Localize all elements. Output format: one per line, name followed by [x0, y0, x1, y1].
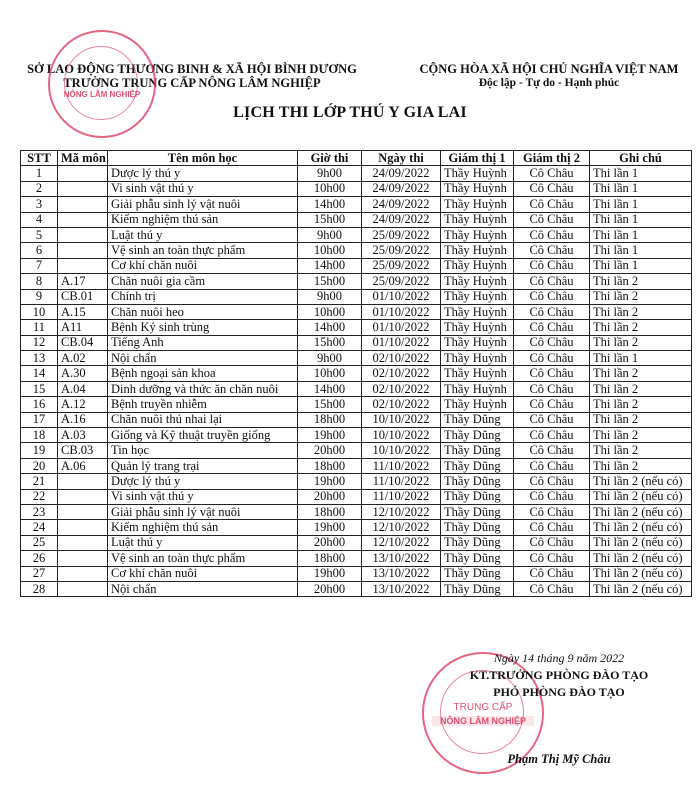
- cell-proctor2: Cô Châu: [514, 181, 590, 196]
- cell-note: Thi lần 2: [590, 274, 692, 289]
- cell-date: 01/10/2022: [362, 320, 441, 335]
- cell-date: 25/09/2022: [362, 227, 441, 242]
- cell-note: Thi lần 1: [590, 258, 692, 273]
- cell-subject: Tiếng Anh: [108, 335, 298, 350]
- cell-note: Thi lần 2: [590, 289, 692, 304]
- cell-proctor1: Thầy Dũng: [441, 520, 514, 535]
- cell-time: 9h00: [298, 289, 362, 304]
- cell-subject: Nội chẩn: [108, 351, 298, 366]
- cell-proctor2: Cô Châu: [514, 335, 590, 350]
- cell-time: 18h00: [298, 458, 362, 473]
- cell-proctor1: Thầy Dũng: [441, 443, 514, 458]
- cell-proctor1: Thầy Dũng: [441, 458, 514, 473]
- table-row: [21, 535, 692, 550]
- cell-proctor2: Cô Châu: [514, 227, 590, 242]
- cell-stt: 21: [21, 474, 58, 489]
- cell-proctor1: Thầy Huỳnh: [441, 335, 514, 350]
- cell-stt: 12: [21, 335, 58, 350]
- cell-proctor2: Cô Châu: [514, 489, 590, 504]
- cell-proctor1: Thầy Huỳnh: [441, 212, 514, 227]
- cell-subject: Vệ sinh an toàn thực phẩm: [108, 243, 298, 258]
- stamp-top-text: NÔNG LÂM NGHIỆP: [63, 90, 141, 99]
- cell-date: 24/09/2022: [362, 166, 441, 181]
- cell-note: Thi lần 2 (nếu có): [590, 504, 692, 519]
- cell-stt: 13: [21, 351, 58, 366]
- cell-stt: 18: [21, 428, 58, 443]
- table-row: [21, 366, 692, 381]
- cell-proctor1: Thầy Huỳnh: [441, 166, 514, 181]
- cell-note: Thi lần 1: [590, 197, 692, 212]
- page-title: LỊCH THI LỚP THÚ Y GIA LAI: [233, 104, 467, 121]
- cell-time: 19h00: [298, 474, 362, 489]
- cell-note: Thi lần 2: [590, 412, 692, 427]
- cell-code: [58, 258, 108, 273]
- cell-stt: 9: [21, 289, 58, 304]
- cell-code: A.04: [58, 381, 108, 396]
- cell-code: [58, 212, 108, 227]
- table-body: [21, 166, 692, 597]
- table-row: [21, 443, 692, 458]
- cell-proctor1: Thầy Huỳnh: [441, 258, 514, 273]
- cell-subject: Dược lý thú y: [108, 166, 298, 181]
- cell-date: 02/10/2022: [362, 351, 441, 366]
- table-row: [21, 551, 692, 566]
- cell-subject: Vi sinh vật thú y: [108, 489, 298, 504]
- cell-date: 01/10/2022: [362, 335, 441, 350]
- cell-date: 10/10/2022: [362, 443, 441, 458]
- cell-date: 02/10/2022: [362, 381, 441, 396]
- cell-time: 9h00: [298, 166, 362, 181]
- cell-date: 01/10/2022: [362, 304, 441, 319]
- cell-code: [58, 504, 108, 519]
- cell-subject: Nội chẩn: [108, 581, 298, 596]
- col-header-date: Ngày thi: [362, 151, 441, 166]
- table-row: [21, 335, 692, 350]
- cell-proctor1: Thầy Dũng: [441, 551, 514, 566]
- cell-proctor2: Cô Châu: [514, 535, 590, 550]
- cell-subject: Kiểm nghiệm thú sản: [108, 520, 298, 535]
- cell-time: 14h00: [298, 197, 362, 212]
- cell-date: 11/10/2022: [362, 489, 441, 504]
- cell-note: Thi lần 2 (nếu có): [590, 535, 692, 550]
- cell-note: Thi lần 2: [590, 397, 692, 412]
- table-row: [21, 581, 692, 596]
- cell-stt: 22: [21, 489, 58, 504]
- col-header-proctor1: Giám thị 1: [441, 151, 514, 166]
- cell-proctor2: Cô Châu: [514, 289, 590, 304]
- cell-code: A.03: [58, 428, 108, 443]
- cell-time: 20h00: [298, 581, 362, 596]
- cell-stt: 27: [21, 566, 58, 581]
- cell-subject: Vệ sinh an toàn thực phẩm: [108, 551, 298, 566]
- signer-name: Phạm Thị Mỹ Châu: [507, 752, 611, 766]
- cell-date: 24/09/2022: [362, 197, 441, 212]
- cell-code: A.17: [58, 274, 108, 289]
- cell-proctor2: Cô Châu: [514, 304, 590, 319]
- cell-stt: 4: [21, 212, 58, 227]
- cell-proctor2: Cô Châu: [514, 381, 590, 396]
- cell-code: A.02: [58, 351, 108, 366]
- cell-code: [58, 551, 108, 566]
- cell-stt: 17: [21, 412, 58, 427]
- table-row: [21, 227, 692, 242]
- table-row: [21, 520, 692, 535]
- cell-proctor2: Cô Châu: [514, 274, 590, 289]
- table-header-row: [21, 151, 692, 166]
- sign-position-1: KT.TRƯỞNG PHÒNG ĐÀO TẠO: [469, 668, 649, 682]
- col-header-subject: Tên môn học: [108, 151, 298, 166]
- cell-proctor2: Cô Châu: [514, 443, 590, 458]
- cell-time: 10h00: [298, 304, 362, 319]
- cell-proctor1: Thầy Dũng: [441, 581, 514, 596]
- table-row: [21, 397, 692, 412]
- cell-date: 11/10/2022: [362, 458, 441, 473]
- cell-time: 18h00: [298, 412, 362, 427]
- cell-date: 13/10/2022: [362, 551, 441, 566]
- cell-subject: Dược lý thú y: [108, 474, 298, 489]
- cell-date: 25/09/2022: [362, 274, 441, 289]
- cell-proctor2: Cô Châu: [514, 520, 590, 535]
- table-row: [21, 243, 692, 258]
- cell-date: 25/09/2022: [362, 258, 441, 273]
- col-header-code: Mã môn: [58, 151, 108, 166]
- col-header-stt: STT: [21, 151, 58, 166]
- cell-code: A.16: [58, 412, 108, 427]
- cell-proctor2: Cô Châu: [514, 212, 590, 227]
- cell-code: [58, 243, 108, 258]
- cell-time: 15h00: [298, 335, 362, 350]
- cell-proctor1: Thầy Huỳnh: [441, 381, 514, 396]
- cell-time: 15h00: [298, 212, 362, 227]
- cell-proctor2: Cô Châu: [514, 320, 590, 335]
- cell-note: Thi lần 1: [590, 181, 692, 196]
- stamp-bottom-line1: TRUNG CẤP: [453, 702, 513, 713]
- cell-proctor2: Cô Châu: [514, 351, 590, 366]
- cell-date: 12/10/2022: [362, 535, 441, 550]
- cell-time: 18h00: [298, 551, 362, 566]
- table-row: [21, 197, 692, 212]
- cell-note: Thi lần 2: [590, 366, 692, 381]
- cell-stt: 24: [21, 520, 58, 535]
- cell-note: Thi lần 2 (nếu có): [590, 520, 692, 535]
- cell-proctor2: Cô Châu: [514, 551, 590, 566]
- cell-date: 10/10/2022: [362, 412, 441, 427]
- cell-stt: 26: [21, 551, 58, 566]
- col-header-time: Giờ thi: [298, 151, 362, 166]
- school-name: TRƯỜNG TRUNG CẤP NÔNG LÂM NGHIỆP: [63, 76, 321, 90]
- cell-time: 14h00: [298, 381, 362, 396]
- cell-time: 10h00: [298, 243, 362, 258]
- cell-proctor1: Thầy Huỳnh: [441, 366, 514, 381]
- cell-code: CB.03: [58, 443, 108, 458]
- cell-code: A.06: [58, 458, 108, 473]
- cell-proctor1: Thầy Huỳnh: [441, 227, 514, 242]
- cell-subject: Cơ khí chăn nuôi: [108, 566, 298, 581]
- table-row: [21, 320, 692, 335]
- cell-time: 15h00: [298, 397, 362, 412]
- cell-code: [58, 197, 108, 212]
- table-row: [21, 258, 692, 273]
- cell-date: 02/10/2022: [362, 366, 441, 381]
- cell-stt: 10: [21, 304, 58, 319]
- cell-proctor2: Cô Châu: [514, 397, 590, 412]
- cell-proctor2: Cô Châu: [514, 258, 590, 273]
- cell-stt: 28: [21, 581, 58, 596]
- cell-proctor2: Cô Châu: [514, 474, 590, 489]
- department-name: SỞ LAO ĐỘNG THƯƠNG BINH & XÃ HỘI BÌNH DƯƠNG: [27, 62, 357, 76]
- cell-proctor2: Cô Châu: [514, 504, 590, 519]
- table-row: [21, 274, 692, 289]
- signature-block: [425, 650, 693, 768]
- cell-date: 02/10/2022: [362, 397, 441, 412]
- table-row: [21, 428, 692, 443]
- cell-code: [58, 535, 108, 550]
- cell-proctor1: Thầy Dũng: [441, 535, 514, 550]
- cell-proctor1: Thầy Huỳnh: [441, 243, 514, 258]
- cell-subject: Chăn nuôi heo: [108, 304, 298, 319]
- cell-subject: Kiểm nghiệm thú sản: [108, 212, 298, 227]
- table-row: [21, 458, 692, 473]
- cell-subject: Chính trị: [108, 289, 298, 304]
- cell-code: A.12: [58, 397, 108, 412]
- col-header-note: Ghi chú: [590, 151, 692, 166]
- cell-code: A.15: [58, 304, 108, 319]
- cell-date: 01/10/2022: [362, 289, 441, 304]
- cell-proctor1: Thầy Huỳnh: [441, 289, 514, 304]
- cell-note: Thi lần 1: [590, 351, 692, 366]
- cell-proctor1: Thầy Huỳnh: [441, 320, 514, 335]
- cell-time: 19h00: [298, 566, 362, 581]
- cell-code: A.30: [58, 366, 108, 381]
- cell-stt: 2: [21, 181, 58, 196]
- country-name: CỘNG HÒA XÃ HỘI CHỦ NGHĨA VIỆT NAM: [419, 62, 679, 76]
- cell-note: Thi lần 2: [590, 428, 692, 443]
- cell-time: 10h00: [298, 366, 362, 381]
- cell-stt: 11: [21, 320, 58, 335]
- cell-note: Thi lần 2 (nếu có): [590, 551, 692, 566]
- cell-proctor1: Thầy Huỳnh: [441, 197, 514, 212]
- cell-note: Thi lần 2 (nếu có): [590, 474, 692, 489]
- table-row: [21, 304, 692, 319]
- cell-subject: Dinh dưỡng và thức ăn chăn nuôi: [108, 381, 298, 396]
- cell-note: Thi lần 2: [590, 304, 692, 319]
- cell-proctor1: Thầy Huỳnh: [441, 274, 514, 289]
- cell-code: [58, 474, 108, 489]
- cell-time: 20h00: [298, 443, 362, 458]
- cell-proctor1: Thầy Dũng: [441, 474, 514, 489]
- cell-stt: 16: [21, 397, 58, 412]
- cell-subject: Quản lý trang trại: [108, 458, 298, 473]
- cell-date: 13/10/2022: [362, 581, 441, 596]
- cell-code: A11: [58, 320, 108, 335]
- cell-subject: Giống và Kỹ thuật truyền giống: [108, 428, 298, 443]
- cell-proctor2: Cô Châu: [514, 412, 590, 427]
- cell-stt: 7: [21, 258, 58, 273]
- cell-proctor1: Thầy Huỳnh: [441, 397, 514, 412]
- cell-proctor2: Cô Châu: [514, 566, 590, 581]
- cell-code: [58, 181, 108, 196]
- cell-note: Thi lần 2 (nếu có): [590, 566, 692, 581]
- national-motto: Độc lập - Tự do - Hạnh phúc: [478, 77, 620, 89]
- table-row: [21, 166, 692, 181]
- cell-subject: Giải phẫu sinh lý vật nuôi: [108, 197, 298, 212]
- cell-proctor1: Thầy Huỳnh: [441, 351, 514, 366]
- cell-time: 10h00: [298, 181, 362, 196]
- cell-proctor2: Cô Châu: [514, 581, 590, 596]
- cell-time: 19h00: [298, 428, 362, 443]
- cell-proctor2: Cô Châu: [514, 428, 590, 443]
- table-row: [21, 566, 692, 581]
- cell-code: CB.04: [58, 335, 108, 350]
- cell-proctor1: Thầy Dũng: [441, 412, 514, 427]
- cell-proctor1: Thầy Huỳnh: [441, 181, 514, 196]
- cell-proctor2: Cô Châu: [514, 366, 590, 381]
- cell-note: Thi lần 1: [590, 227, 692, 242]
- table-row: [21, 412, 692, 427]
- cell-proctor1: Thầy Huỳnh: [441, 304, 514, 319]
- cell-subject: Cơ khí chăn nuôi: [108, 258, 298, 273]
- cell-stt: 15: [21, 381, 58, 396]
- exam-schedule-table: [20, 150, 692, 597]
- cell-stt: 1: [21, 166, 58, 181]
- cell-stt: 8: [21, 274, 58, 289]
- cell-subject: Vi sinh vật thú y: [108, 181, 298, 196]
- cell-proctor1: Thầy Dũng: [441, 566, 514, 581]
- cell-note: Thi lần 2 (nếu có): [590, 581, 692, 596]
- cell-subject: Chăn nuôi thú nhai lại: [108, 412, 298, 427]
- cell-stt: 3: [21, 197, 58, 212]
- cell-date: 24/09/2022: [362, 212, 441, 227]
- table-row: [21, 351, 692, 366]
- cell-note: Thi lần 1: [590, 166, 692, 181]
- cell-proctor2: Cô Châu: [514, 458, 590, 473]
- cell-time: 9h00: [298, 227, 362, 242]
- cell-proctor1: Thầy Dũng: [441, 489, 514, 504]
- table-row: [21, 381, 692, 396]
- cell-note: Thi lần 2: [590, 320, 692, 335]
- sign-position-2: PHÓ PHÒNG ĐÀO TẠO: [493, 685, 625, 699]
- col-header-proctor2: Giám thị 2: [514, 151, 590, 166]
- cell-time: 14h00: [298, 320, 362, 335]
- cell-proctor1: Thầy Dũng: [441, 428, 514, 443]
- cell-proctor2: Cô Châu: [514, 243, 590, 258]
- stamp-bottom-line2: NÔNG LÂM NGHIỆP: [432, 716, 534, 726]
- cell-time: 9h00: [298, 351, 362, 366]
- cell-time: 19h00: [298, 520, 362, 535]
- cell-proctor1: Thầy Dũng: [441, 504, 514, 519]
- cell-proctor2: Cô Châu: [514, 197, 590, 212]
- cell-code: [58, 166, 108, 181]
- cell-stt: 20: [21, 458, 58, 473]
- cell-proctor2: Cô Châu: [514, 166, 590, 181]
- header-right: [408, 62, 690, 90]
- cell-note: Thi lần 1: [590, 243, 692, 258]
- cell-time: 15h00: [298, 274, 362, 289]
- cell-time: 20h00: [298, 489, 362, 504]
- cell-date: 24/09/2022: [362, 181, 441, 196]
- cell-subject: Luật thú y: [108, 227, 298, 242]
- cell-code: [58, 566, 108, 581]
- cell-stt: 25: [21, 535, 58, 550]
- cell-date: 12/10/2022: [362, 520, 441, 535]
- cell-subject: Chăn nuôi gia cầm: [108, 274, 298, 289]
- cell-note: Thi lần 2: [590, 381, 692, 396]
- cell-date: 12/10/2022: [362, 504, 441, 519]
- cell-date: 10/10/2022: [362, 428, 441, 443]
- cell-subject: Bệnh truyền nhiễm: [108, 397, 298, 412]
- cell-subject: Tin học: [108, 443, 298, 458]
- cell-subject: Bệnh Ký sinh trùng: [108, 320, 298, 335]
- cell-stt: 23: [21, 504, 58, 519]
- cell-stt: 6: [21, 243, 58, 258]
- cell-note: Thi lần 1: [590, 212, 692, 227]
- cell-stt: 14: [21, 366, 58, 381]
- cell-date: 13/10/2022: [362, 566, 441, 581]
- cell-code: [58, 581, 108, 596]
- table-row: [21, 289, 692, 304]
- cell-stt: 19: [21, 443, 58, 458]
- cell-date: 25/09/2022: [362, 243, 441, 258]
- cell-time: 14h00: [298, 258, 362, 273]
- cell-code: CB.01: [58, 289, 108, 304]
- cell-note: Thi lần 2: [590, 335, 692, 350]
- cell-subject: Luật thú y: [108, 535, 298, 550]
- cell-stt: 5: [21, 227, 58, 242]
- cell-note: Thi lần 2: [590, 458, 692, 473]
- table-row: [21, 181, 692, 196]
- table-row: [21, 504, 692, 519]
- cell-code: [58, 227, 108, 242]
- table-row: [21, 489, 692, 504]
- cell-note: Thi lần 2: [590, 443, 692, 458]
- cell-subject: Giải phẫu sinh lý vật nuôi: [108, 504, 298, 519]
- cell-note: Thi lần 2 (nếu có): [590, 489, 692, 504]
- sign-date: Ngày 14 tháng 9 năm 2022: [493, 651, 625, 665]
- table-row: [21, 212, 692, 227]
- cell-code: [58, 520, 108, 535]
- cell-code: [58, 489, 108, 504]
- cell-date: 11/10/2022: [362, 474, 441, 489]
- cell-time: 18h00: [298, 504, 362, 519]
- table-row: [21, 474, 692, 489]
- cell-time: 20h00: [298, 535, 362, 550]
- cell-subject: Bệnh ngoại sản khoa: [108, 366, 298, 381]
